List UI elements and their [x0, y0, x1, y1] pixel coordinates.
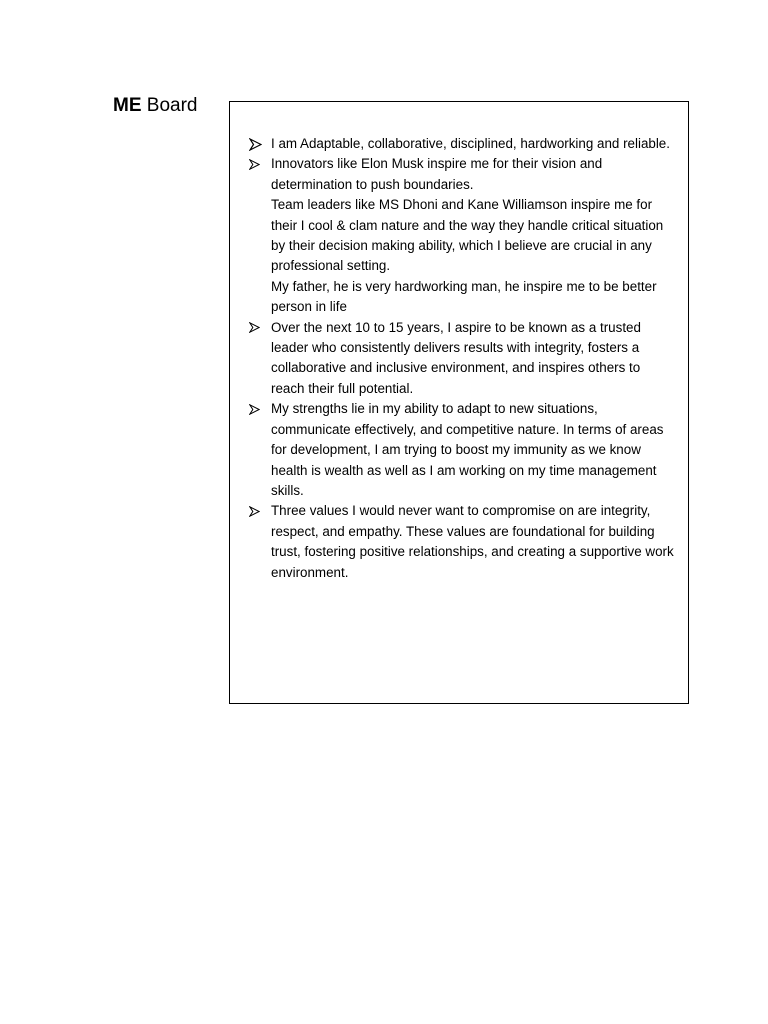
list-item-text: Three values I would never want to compromise on are integrity, respect, and empathy. These values are foundational for building trust, fostering positive relationships, and creating a supportive work environment. — [271, 503, 674, 580]
page-title-rest: Board — [141, 95, 198, 116]
arrowhead-bullet-icon — [249, 134, 263, 154]
list-item-text: Innovators like Elon Musk inspire me for their vision and determination to push boundaries. — [271, 156, 603, 192]
list-item — [230, 399, 690, 501]
me-board-box — [229, 101, 689, 704]
list-item — [230, 154, 690, 317]
list-item — [230, 318, 690, 400]
list-item-text: My strengths lie in my ability to adapt to new situations, communicate effectively, and competitive nature. In terms of areas for development, I am trying to boost my immunity as we know health is wealth as well as I am working on my time management skills. — [271, 401, 664, 498]
page-title — [113, 94, 197, 118]
bullet-list — [230, 134, 690, 583]
arrowhead-bullet-icon — [249, 399, 263, 419]
list-item — [230, 134, 690, 154]
arrowhead-bullet-icon — [249, 318, 263, 338]
list-item-text: I am Adaptable, collaborative, disciplined, hardworking and reliable. — [271, 136, 670, 151]
arrowhead-bullet-icon — [249, 154, 263, 174]
page-title-bold: ME — [113, 95, 142, 116]
list-item — [230, 501, 690, 583]
list-item-text: Team leaders like MS Dhoni and Kane Williamson inspire me for their I cool & clam nature and the way they handle critical situation by their decision making ability, which I believe are crucial in any professional setting. — [271, 197, 664, 274]
list-item-text: Over the next 10 to 15 years, I aspire to be known as a trusted leader who consistently delivers results with integrity, fosters a collaborative and inclusive environment, and inspires others to reach their full potential. — [271, 319, 641, 396]
arrowhead-bullet-icon — [249, 501, 263, 521]
list-item-text: My father, he is very hardworking man, he inspire me to be better person in life — [271, 278, 657, 315]
